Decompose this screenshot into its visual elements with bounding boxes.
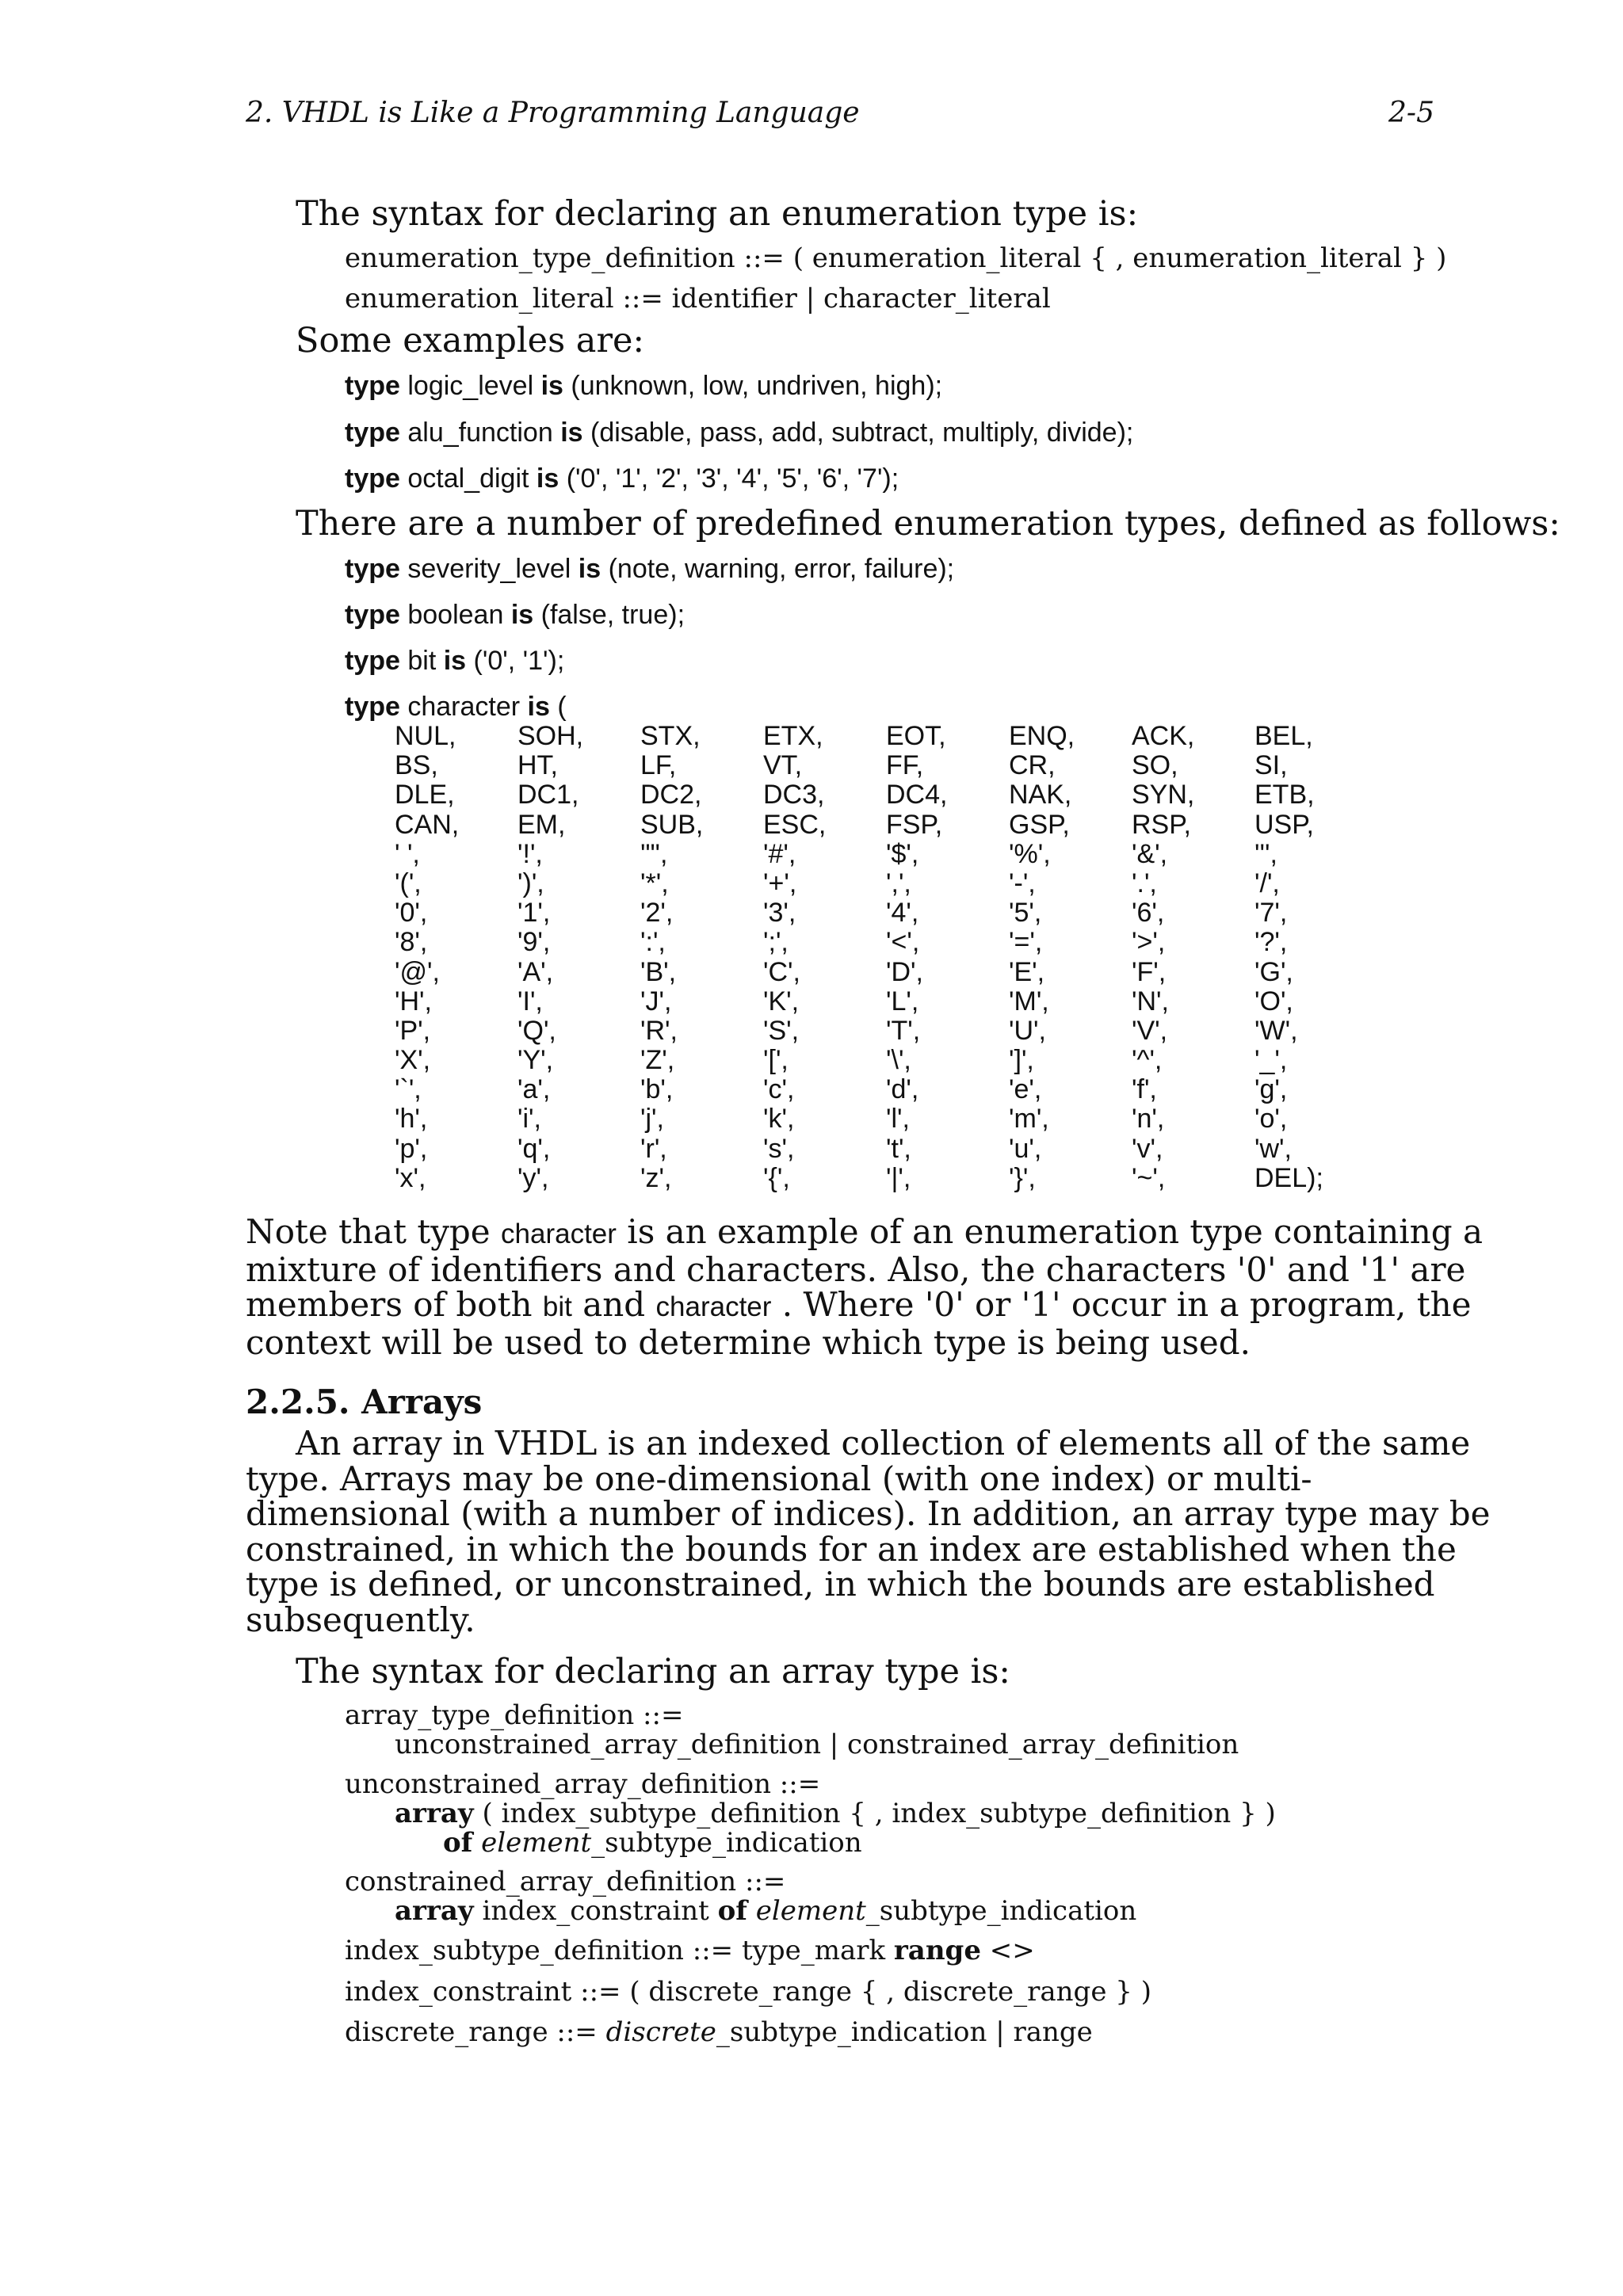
example-logic-level <box>345 371 942 402</box>
character-literal: STX, <box>640 721 701 751</box>
character-literal: '?', <box>1254 927 1288 958</box>
grammar-array-type-definition-rhs: unconstrained_array_definition | constrained_array_definition <box>395 1729 1239 1760</box>
running-head <box>246 97 1434 136</box>
arrays-line: subsequently. <box>246 1600 475 1639</box>
character-literal: USP, <box>1254 809 1314 840</box>
character-literal: '8', <box>395 927 428 958</box>
character-literal: 'G', <box>1254 956 1293 987</box>
character-literal: NUL, <box>395 721 456 751</box>
grammar-index-subtype-definition: index_subtype_definition ::= type_mark range <> <box>345 1935 1035 1966</box>
character-literal: '!', <box>517 838 543 869</box>
character-literal: 'j', <box>640 1104 664 1135</box>
predefined-boolean <box>345 600 685 631</box>
character-literal: 'i', <box>517 1104 541 1135</box>
example-alu-function <box>345 418 1133 448</box>
grammar-index-constraint: index_constraint ::= ( discrete_range { , discrete_range } ) <box>345 1976 1151 2008</box>
character-literal: '4', <box>886 898 919 929</box>
character-literal: '%', <box>1009 838 1051 869</box>
grammar-unconstrained-array-rhs: array ( index_subtype_definition { , index_subtype_definition } ) <box>395 1798 1276 1829</box>
character-literal: '}', <box>1009 1162 1036 1193</box>
arrays-paragraph <box>246 1424 1491 1639</box>
type-name: alu_function <box>399 418 561 448</box>
character-literal: ' ', <box>395 838 420 869</box>
note-line: mixture of identifiers and characters. Also, the characters '0' and '1' are <box>246 1249 1466 1289</box>
character-literal: 'J', <box>640 986 672 1016</box>
character-literal: ',', <box>886 868 911 898</box>
keyword-is: is <box>578 554 601 584</box>
note-line: context will be used to determine which type is being used. <box>246 1322 1251 1362</box>
character-literal: ')', <box>517 868 544 898</box>
grammar-constrained-array-definition: constrained_array_definition ::= <box>345 1866 786 1897</box>
character-literal: ';', <box>763 927 789 958</box>
array-syntax-intro: The syntax for declaring an array type is: <box>296 1652 1010 1691</box>
character-literal: VT, <box>763 750 803 781</box>
character-literal: 'h', <box>395 1104 428 1135</box>
character-literal: '(', <box>395 868 422 898</box>
character-literal: DC4, <box>886 780 948 810</box>
type-values: ('0', '1'); <box>466 646 565 676</box>
character-literal: 'p', <box>395 1133 428 1164</box>
keyword-type: type <box>345 371 400 401</box>
arrays-line: type. Arrays may be one-dimensional (with one index) or multi- <box>246 1459 1312 1498</box>
character-literal: 'q', <box>517 1133 551 1164</box>
character-literal: EOT, <box>886 721 946 751</box>
type-values: ('0', '1', '2', '3', '4', '5', '6', '7'); <box>559 463 899 494</box>
type-name: severity_level <box>399 554 579 584</box>
character-literal: DC1, <box>517 780 579 810</box>
arrays-line: An array in VHDL is an indexed collection of elements all of the same <box>296 1424 1471 1463</box>
enum-syntax-intro: The syntax for declaring an enumeration type is: <box>296 194 1139 234</box>
character-literal: '9', <box>517 927 551 958</box>
grammar-discrete-range: discrete_range ::= discrete_subtype_indication | range <box>345 2016 1093 2048</box>
keyword-type: type <box>345 646 400 676</box>
character-literal: 'F', <box>1132 956 1167 987</box>
keyword-type: type <box>345 463 400 494</box>
arrays-line: dimensional (with a number of indices). In addition, an array type may be <box>246 1494 1491 1533</box>
character-literal: SO, <box>1132 750 1178 781</box>
grammar-array-type-definition: array_type_definition ::= <box>345 1699 684 1731</box>
character-literal: '{', <box>763 1162 790 1193</box>
keyword-is: is <box>443 646 467 676</box>
keyword-type: type <box>345 554 400 584</box>
character-literal: ETX, <box>763 721 823 751</box>
character-literal: '.', <box>1132 868 1157 898</box>
grammar-unconstrained-array-element: of element_subtype_indication <box>443 1827 862 1859</box>
character-literal: 'x', <box>395 1162 426 1193</box>
character-literal: NAK, <box>1009 780 1072 810</box>
predefined-intro: There are a number of predefined enumeration types, defined as follows: <box>296 504 1560 543</box>
grammar-constrained-array-rhs: array index_constraint of element_subtype_indication <box>395 1895 1137 1927</box>
character-literal: CR, <box>1009 750 1056 781</box>
character-literal: 'a', <box>517 1074 551 1105</box>
character-literal: 'T', <box>886 1015 921 1046</box>
predefined-bit <box>345 646 564 677</box>
type-values: (disable, pass, add, subtract, multiply, divide); <box>582 418 1134 448</box>
character-literal: '-', <box>1009 868 1036 898</box>
predefined-character <box>345 692 567 723</box>
character-literal: 'E', <box>1009 956 1045 987</box>
character-literal: ':', <box>640 927 666 958</box>
character-literal: '"', <box>640 838 668 869</box>
character-literal: SYN, <box>1132 780 1195 810</box>
character-literal: '*', <box>640 868 669 898</box>
keyword-is: is <box>536 463 559 494</box>
note-line: Note that type character is an example of an enumeration type containing a <box>246 1212 1484 1251</box>
character-literal: '6', <box>1132 898 1165 929</box>
character-literal: 'B', <box>640 956 677 987</box>
character-literal: 'K', <box>763 986 800 1016</box>
character-literal: '^', <box>1132 1045 1163 1076</box>
character-literal: SOH, <box>517 721 584 751</box>
character-literal: ACK, <box>1132 721 1195 751</box>
character-literal: BS, <box>395 750 438 781</box>
type-name: character <box>399 692 528 722</box>
character-literal: 'L', <box>886 986 919 1016</box>
keyword-type: type <box>345 600 400 630</box>
type-values: (note, warning, error, failure); <box>601 554 955 584</box>
character-literal: ESC, <box>763 809 827 840</box>
character-literal: '/', <box>1254 868 1280 898</box>
character-literal: 'v', <box>1132 1133 1163 1164</box>
character-literal: 'r', <box>640 1133 667 1164</box>
character-literal: '[', <box>763 1045 789 1076</box>
character-literal: RSP, <box>1132 809 1191 840</box>
enum-grammar-line-2: enumeration_literal ::= identifier | character_literal <box>345 283 1051 315</box>
character-literal: '2', <box>640 898 674 929</box>
character-literal: SI, <box>1254 750 1288 781</box>
character-literal: 'A', <box>517 956 554 987</box>
character-literal: ''', <box>1254 838 1277 869</box>
keyword-is: is <box>510 600 534 630</box>
character-literal: 'o', <box>1254 1104 1288 1135</box>
character-literal: 'P', <box>395 1015 431 1046</box>
character-literal: '|', <box>886 1162 911 1193</box>
character-literal: EM, <box>517 809 566 840</box>
character-literal: '`', <box>395 1074 422 1105</box>
character-literal: DLE, <box>395 780 455 810</box>
type-name: octal_digit <box>399 463 537 494</box>
character-literal: '5', <box>1009 898 1042 929</box>
character-literal: 'S', <box>763 1015 800 1046</box>
character-literal: 'M', <box>1009 986 1049 1016</box>
character-literal: 'k', <box>763 1104 795 1135</box>
keyword-type: type <box>345 692 400 722</box>
character-literal: 'f', <box>1132 1074 1157 1105</box>
examples-intro: Some examples are: <box>296 321 644 360</box>
character-literal: 'I', <box>517 986 543 1016</box>
arrays-line: constrained, in which the bounds for an index are established when the <box>246 1529 1457 1569</box>
character-literal: 'e', <box>1009 1074 1042 1105</box>
character-literal: 'w', <box>1254 1133 1292 1164</box>
character-literal: 'R', <box>640 1015 678 1046</box>
character-literal: '_', <box>1254 1045 1288 1076</box>
character-literal: '$', <box>886 838 919 869</box>
character-literal: 'z', <box>640 1162 672 1193</box>
chapter-title: 2. VHDL is Like a Programming Language <box>246 97 860 129</box>
character-literal: 'O', <box>1254 986 1293 1016</box>
character-literal: ETB, <box>1254 780 1315 810</box>
character-literal: CAN, <box>395 809 460 840</box>
arrays-line: type is defined, or unconstrained, in which the bounds are established <box>246 1565 1435 1604</box>
character-literal: 'H', <box>395 986 432 1016</box>
character-literal: 'Z', <box>640 1045 675 1076</box>
character-literal: 'X', <box>395 1045 431 1076</box>
character-literal: 'b', <box>640 1074 674 1105</box>
character-literal: 'V', <box>1132 1015 1168 1046</box>
type-name: boolean <box>399 600 511 630</box>
character-literal: 'm', <box>1009 1104 1049 1135</box>
character-literal: DC2, <box>640 780 702 810</box>
character-literal: FF, <box>886 750 924 781</box>
character-literal: '@', <box>395 956 440 987</box>
keyword-type: type <box>345 418 400 448</box>
enum-grammar-line-1: enumeration_type_definition ::= ( enumeration_literal { , enumeration_literal } ) <box>345 242 1447 274</box>
character-literal: 't', <box>886 1133 911 1164</box>
character-literal: '#', <box>763 838 796 869</box>
character-literal: 'Y', <box>517 1045 554 1076</box>
page-number: 2-5 <box>1388 97 1434 129</box>
character-literal: DEL); <box>1254 1162 1323 1193</box>
character-literal: 'W', <box>1254 1015 1298 1046</box>
character-literal: '=', <box>1009 927 1043 958</box>
character-literal: '&', <box>1132 838 1168 869</box>
character-literal: '+', <box>763 868 797 898</box>
note-paragraph <box>246 1212 1484 1362</box>
character-literal: 'c', <box>763 1074 795 1105</box>
character-literal: FSP, <box>886 809 943 840</box>
type-values: (false, true); <box>533 600 685 630</box>
predefined-severity-level <box>345 554 954 585</box>
keyword-is: is <box>560 418 583 448</box>
character-literal: 'C', <box>763 956 800 987</box>
character-literal: 'd', <box>886 1074 919 1105</box>
grammar-unconstrained-array-definition: unconstrained_array_definition ::= <box>345 1768 821 1800</box>
character-literal: ']', <box>1009 1045 1034 1076</box>
character-literal: '3', <box>763 898 796 929</box>
character-literal: 'g', <box>1254 1074 1288 1105</box>
character-literal: 'N', <box>1132 986 1169 1016</box>
character-literal: HT, <box>517 750 558 781</box>
character-literal: 'U', <box>1009 1015 1046 1046</box>
character-literal: 'n', <box>1132 1104 1165 1135</box>
example-octal-digit <box>345 463 899 494</box>
character-literal: 'Q', <box>517 1015 556 1046</box>
character-literal: 'l', <box>886 1104 910 1135</box>
character-literal: 'u', <box>1009 1133 1042 1164</box>
character-literal: '\', <box>886 1045 911 1076</box>
character-literal: '7', <box>1254 898 1288 929</box>
keyword-is: is <box>527 692 550 722</box>
character-literal: 's', <box>763 1133 795 1164</box>
type-values: ( <box>549 692 567 722</box>
character-literal: BEL, <box>1254 721 1313 751</box>
character-literal: '1', <box>517 898 551 929</box>
type-name: bit <box>399 646 444 676</box>
character-literal: '~', <box>1132 1162 1166 1193</box>
keyword-is: is <box>540 371 563 401</box>
type-values: (unknown, low, undriven, high); <box>563 371 943 401</box>
character-literal: '<', <box>886 927 920 958</box>
character-literal: '0', <box>395 898 428 929</box>
character-literal: ENQ, <box>1009 721 1075 751</box>
note-line: members of both bit and character . Where '0' or '1' occur in a program, the <box>246 1285 1472 1324</box>
character-literal: 'y', <box>517 1162 549 1193</box>
character-literal: GSP, <box>1009 809 1070 840</box>
character-literal: DC3, <box>763 780 825 810</box>
character-literal: '>', <box>1132 927 1166 958</box>
type-name: logic_level <box>399 371 541 401</box>
section-heading: 2.2.5. Arrays <box>246 1383 483 1421</box>
character-literal: SUB, <box>640 809 704 840</box>
character-literal: 'D', <box>886 956 923 987</box>
character-literal: LF, <box>640 750 677 781</box>
